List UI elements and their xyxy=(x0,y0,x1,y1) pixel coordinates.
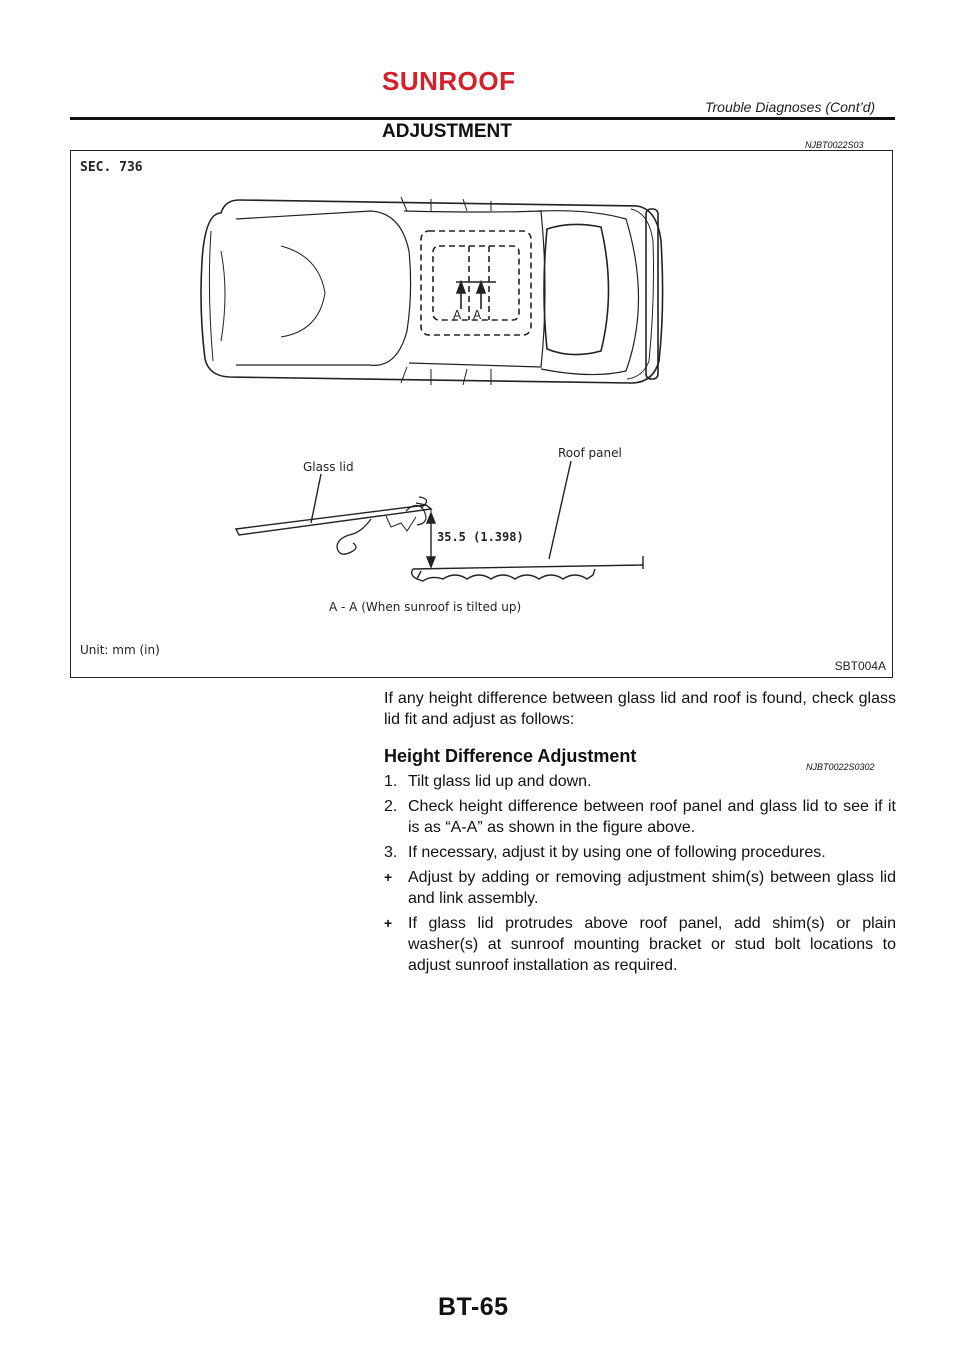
label-glass-lid: Glass lid xyxy=(303,460,354,474)
subsection-code: NJBT0022S0302 xyxy=(806,762,875,772)
step-text: Tilt glass lid up and down. xyxy=(408,773,592,790)
page-header-subtitle: Trouble Diagnoses (Cont’d) xyxy=(705,99,876,115)
cross-section-drawing xyxy=(236,461,643,581)
sunroof-figure xyxy=(70,150,893,678)
figure-sec-label: SEC. 736 xyxy=(80,160,143,175)
bullet-text: If glass lid protrudes above roof panel, add shim(s) or plain washer(s) at sunroof mounting bracket or stud bolt locations to adjust sunroof installation as required. xyxy=(408,915,896,974)
figure-id: SBT004A xyxy=(834,659,886,673)
dimension-arrow xyxy=(427,513,435,567)
intro-paragraph: If any height difference between glass lid and roof is found, check glass lid fit and adjust as follows: xyxy=(384,690,896,728)
header-divider xyxy=(70,117,895,120)
step-text: If necessary, adjust it by using one of following procedures. xyxy=(408,844,826,861)
bullet-item xyxy=(384,913,896,976)
page-number: BT-65 xyxy=(438,1293,509,1321)
car-top-view xyxy=(201,197,663,385)
label-roof-panel: Roof panel xyxy=(558,446,622,460)
step-number: 2. xyxy=(384,798,398,815)
section-caption: A - A (When sunroof is tilted up) xyxy=(329,600,522,614)
section-code: NJBT0022S03 xyxy=(805,140,864,150)
bullet-item xyxy=(384,867,896,909)
dimension-label: 35.5 (1.398) xyxy=(437,530,524,544)
section-heading: ADJUSTMENT xyxy=(382,121,512,142)
section-marker-left: A xyxy=(453,308,462,322)
bullet-icon: + xyxy=(384,869,393,885)
step-number: 1. xyxy=(384,773,398,790)
bullet-icon: + xyxy=(384,915,393,931)
step-text: Check height difference between roof panel and glass lid to see if it is as “A-A” as shown in the figure above. xyxy=(408,798,896,836)
subsection-heading: Height Difference Adjustment xyxy=(384,746,637,766)
section-marker-right: A xyxy=(473,308,482,322)
page-header-title: SUNROOF xyxy=(382,66,516,96)
step-item xyxy=(384,796,896,838)
sunroof-diagram xyxy=(71,151,894,679)
step-number: 3. xyxy=(384,844,398,861)
section-line-a-a xyxy=(456,282,496,309)
step-item xyxy=(384,842,896,863)
step-item xyxy=(384,771,896,792)
bullet-text: Adjust by adding or removing adjustment shim(s) between glass lid and link assembly. xyxy=(408,869,896,907)
unit-label: Unit: mm (in) xyxy=(80,643,160,657)
